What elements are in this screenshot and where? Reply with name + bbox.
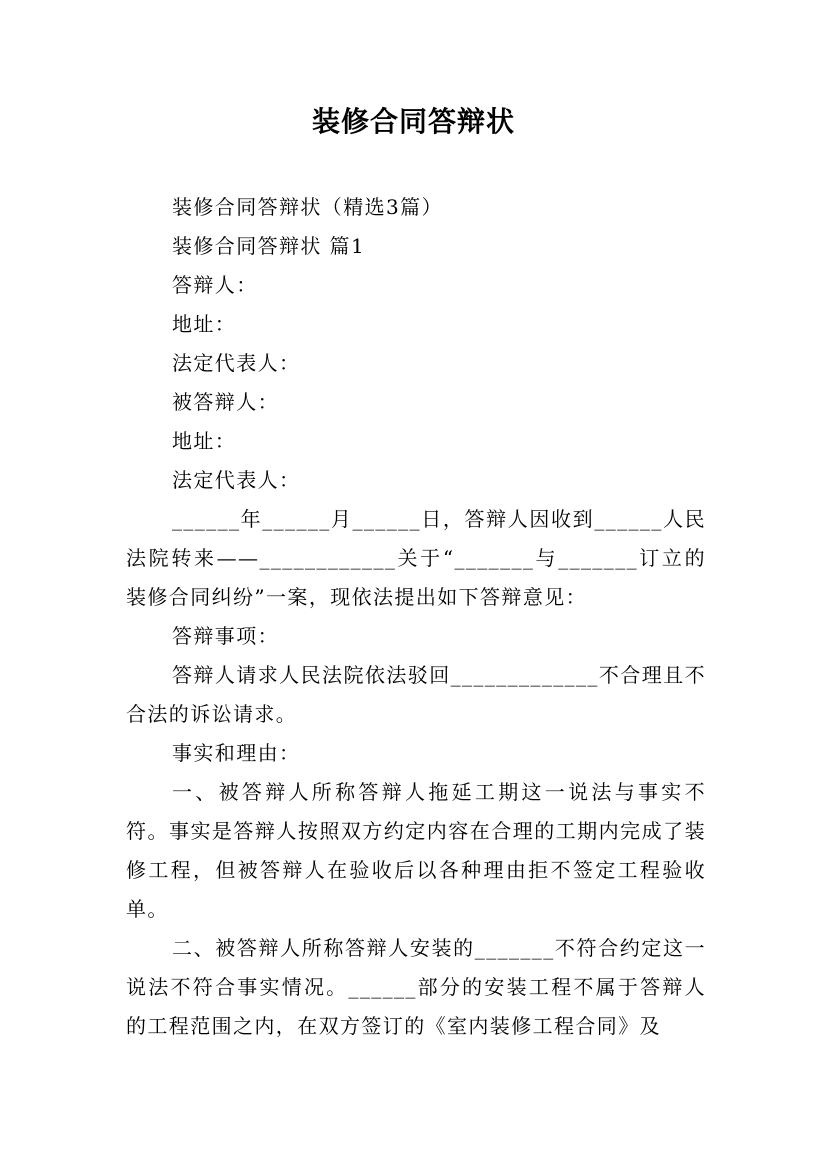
paragraph-facts-heading: 事实和理由：	[172, 741, 301, 765]
document-title: 装修合同答辩状	[311, 105, 515, 138]
paragraph-claimant-address: 地址：	[172, 429, 237, 453]
paragraph-section-heading: 装修合同答辩状 篇1	[172, 234, 366, 258]
paragraph-subtitle: 装修合同答辩状（精选3篇）	[172, 195, 443, 219]
paragraph-fact-two: 二、被答辩人所称答辩人安装的_______不符合约定这一说法不符合事实情况。______部分的安装工程不属于答辩人的工程范围之内，在双方签订的《室内装修工程合同》及	[126, 936, 706, 1038]
paragraph-respondent-address: 地址：	[172, 312, 237, 336]
paragraph-claimant: 被答辩人：	[172, 390, 279, 414]
paragraph-defense-items-heading: 答辩事项：	[172, 624, 279, 648]
paragraph-intro: ______年______月______日，答辩人因收到______人民法院转来——____________关于“_______与_______订立的装修合同纠纷”一案，现依法提出如下答辩意见：	[126, 507, 706, 609]
paragraph-claimant-representative: 法定代表人：	[172, 468, 301, 492]
paragraph-respondent-representative: 法定代表人：	[172, 351, 301, 375]
paragraph-defense-request: 答辩人请求人民法院依法驳回_____________不合理且不合法的诉讼请求。	[126, 663, 706, 726]
paragraph-fact-one: 一、被答辩人所称答辩人拖延工期这一说法与事实不符。事实是答辩人按照双方约定内容在合理的工期内完成了装修工程，但被答辩人在验收后以各种理由拒不签定工程验收单。	[126, 780, 706, 921]
document-body	[126, 188, 706, 1046]
paragraph-respondent: 答辩人：	[172, 273, 258, 297]
